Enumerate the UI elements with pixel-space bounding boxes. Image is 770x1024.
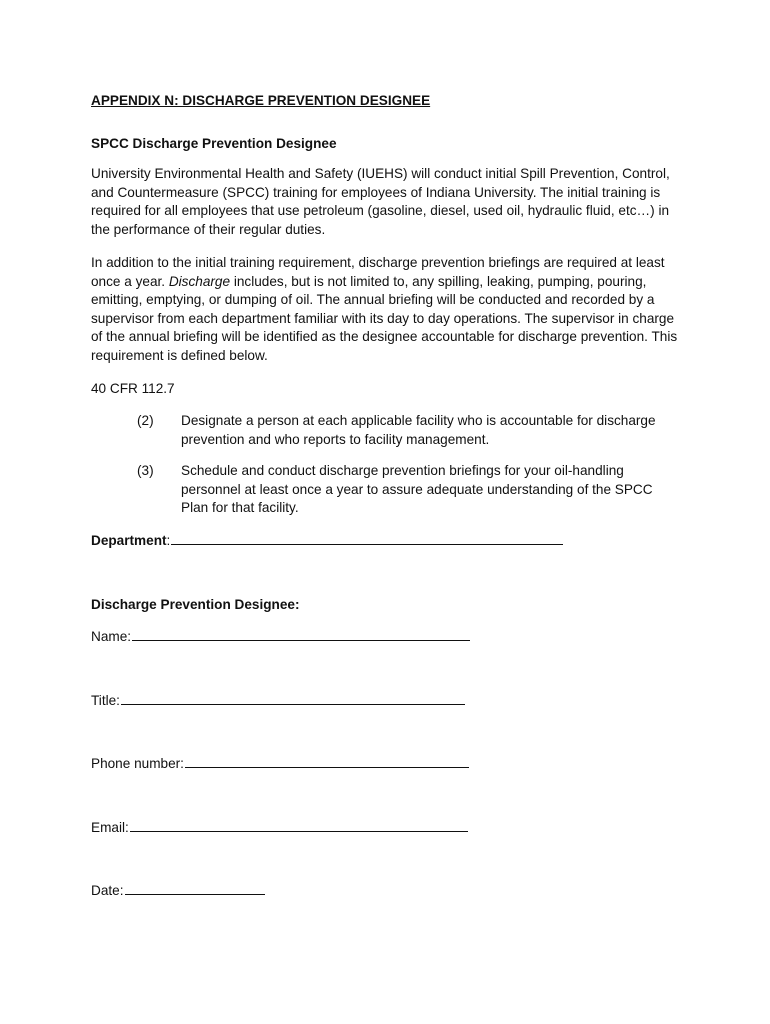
- department-label: Department: [91, 533, 167, 548]
- title-input-line[interactable]: [121, 692, 465, 705]
- department-colon: :: [166, 533, 171, 548]
- email-field: [91, 819, 468, 838]
- requirement-text: Schedule and conduct discharge prevention briefings for your oil-handling personnel at least once a year to assure adequate understanding of the SPCC Plan for that facility.: [181, 463, 653, 516]
- requirement-number: (2): [137, 413, 154, 428]
- designee-heading: Discharge Prevention Designee:: [91, 597, 300, 612]
- intro-paragraph: University Environmental Health and Safety (IUEHS) will conduct initial Spill Prevention, Control, and Countermeasure (SPCC) training for employees of Indiana University. The initial training is required for all employees that use petroleum (gasoline, diesel, used oil, hydraulic fluid, etc…) in the performance of their regular duties.: [91, 166, 670, 237]
- date-label: Date:: [91, 883, 124, 898]
- requirement-number: (3): [137, 463, 154, 478]
- title-label: Title:: [91, 693, 120, 708]
- date-input-line[interactable]: [125, 882, 265, 895]
- date-field: [91, 882, 265, 901]
- department-input-line[interactable]: [171, 532, 563, 545]
- name-label: Name:: [91, 629, 132, 644]
- cfr-reference: 40 CFR 112.7: [91, 381, 175, 396]
- requirement-text: Designate a person at each applicable facility who is accountable for discharge prevention and who reports to facility management.: [181, 413, 656, 447]
- name-field: [91, 628, 470, 647]
- email-label: Email:: [91, 820, 129, 835]
- document-page: [91, 0, 691, 1024]
- requirement-paragraph-start: In addition to the initial training requirement, discharge prevention briefings are required at least once a year.: [91, 255, 665, 289]
- appendix-heading: APPENDIX N: DISCHARGE PREVENTION DESIGNEE: [91, 93, 431, 108]
- name-input-line[interactable]: [132, 628, 470, 641]
- requirement-paragraph: [91, 254, 683, 366]
- phone-field: [91, 755, 469, 774]
- section-subheading: SPCC Discharge Prevention Designee: [91, 136, 337, 151]
- department-field: [91, 532, 563, 551]
- title-field: [91, 692, 465, 711]
- phone-input-line[interactable]: [185, 755, 469, 768]
- discharge-term: Discharge: [168, 273, 231, 289]
- requirement-paragraph-rest: includes, but is not limited to, any spilling, leaking, pumping, pouring, emitting, emptying, or dumping of oil. The annual briefing will be conducted and recorded by a supervisor from each department familiar with its day to day operations. The supervisor in charge of the annual briefing will be identified as the designee accountable for discharge prevention. This requirement is defined below.: [91, 273, 678, 363]
- email-input-line[interactable]: [130, 819, 468, 832]
- phone-label: Phone number:: [91, 756, 184, 771]
